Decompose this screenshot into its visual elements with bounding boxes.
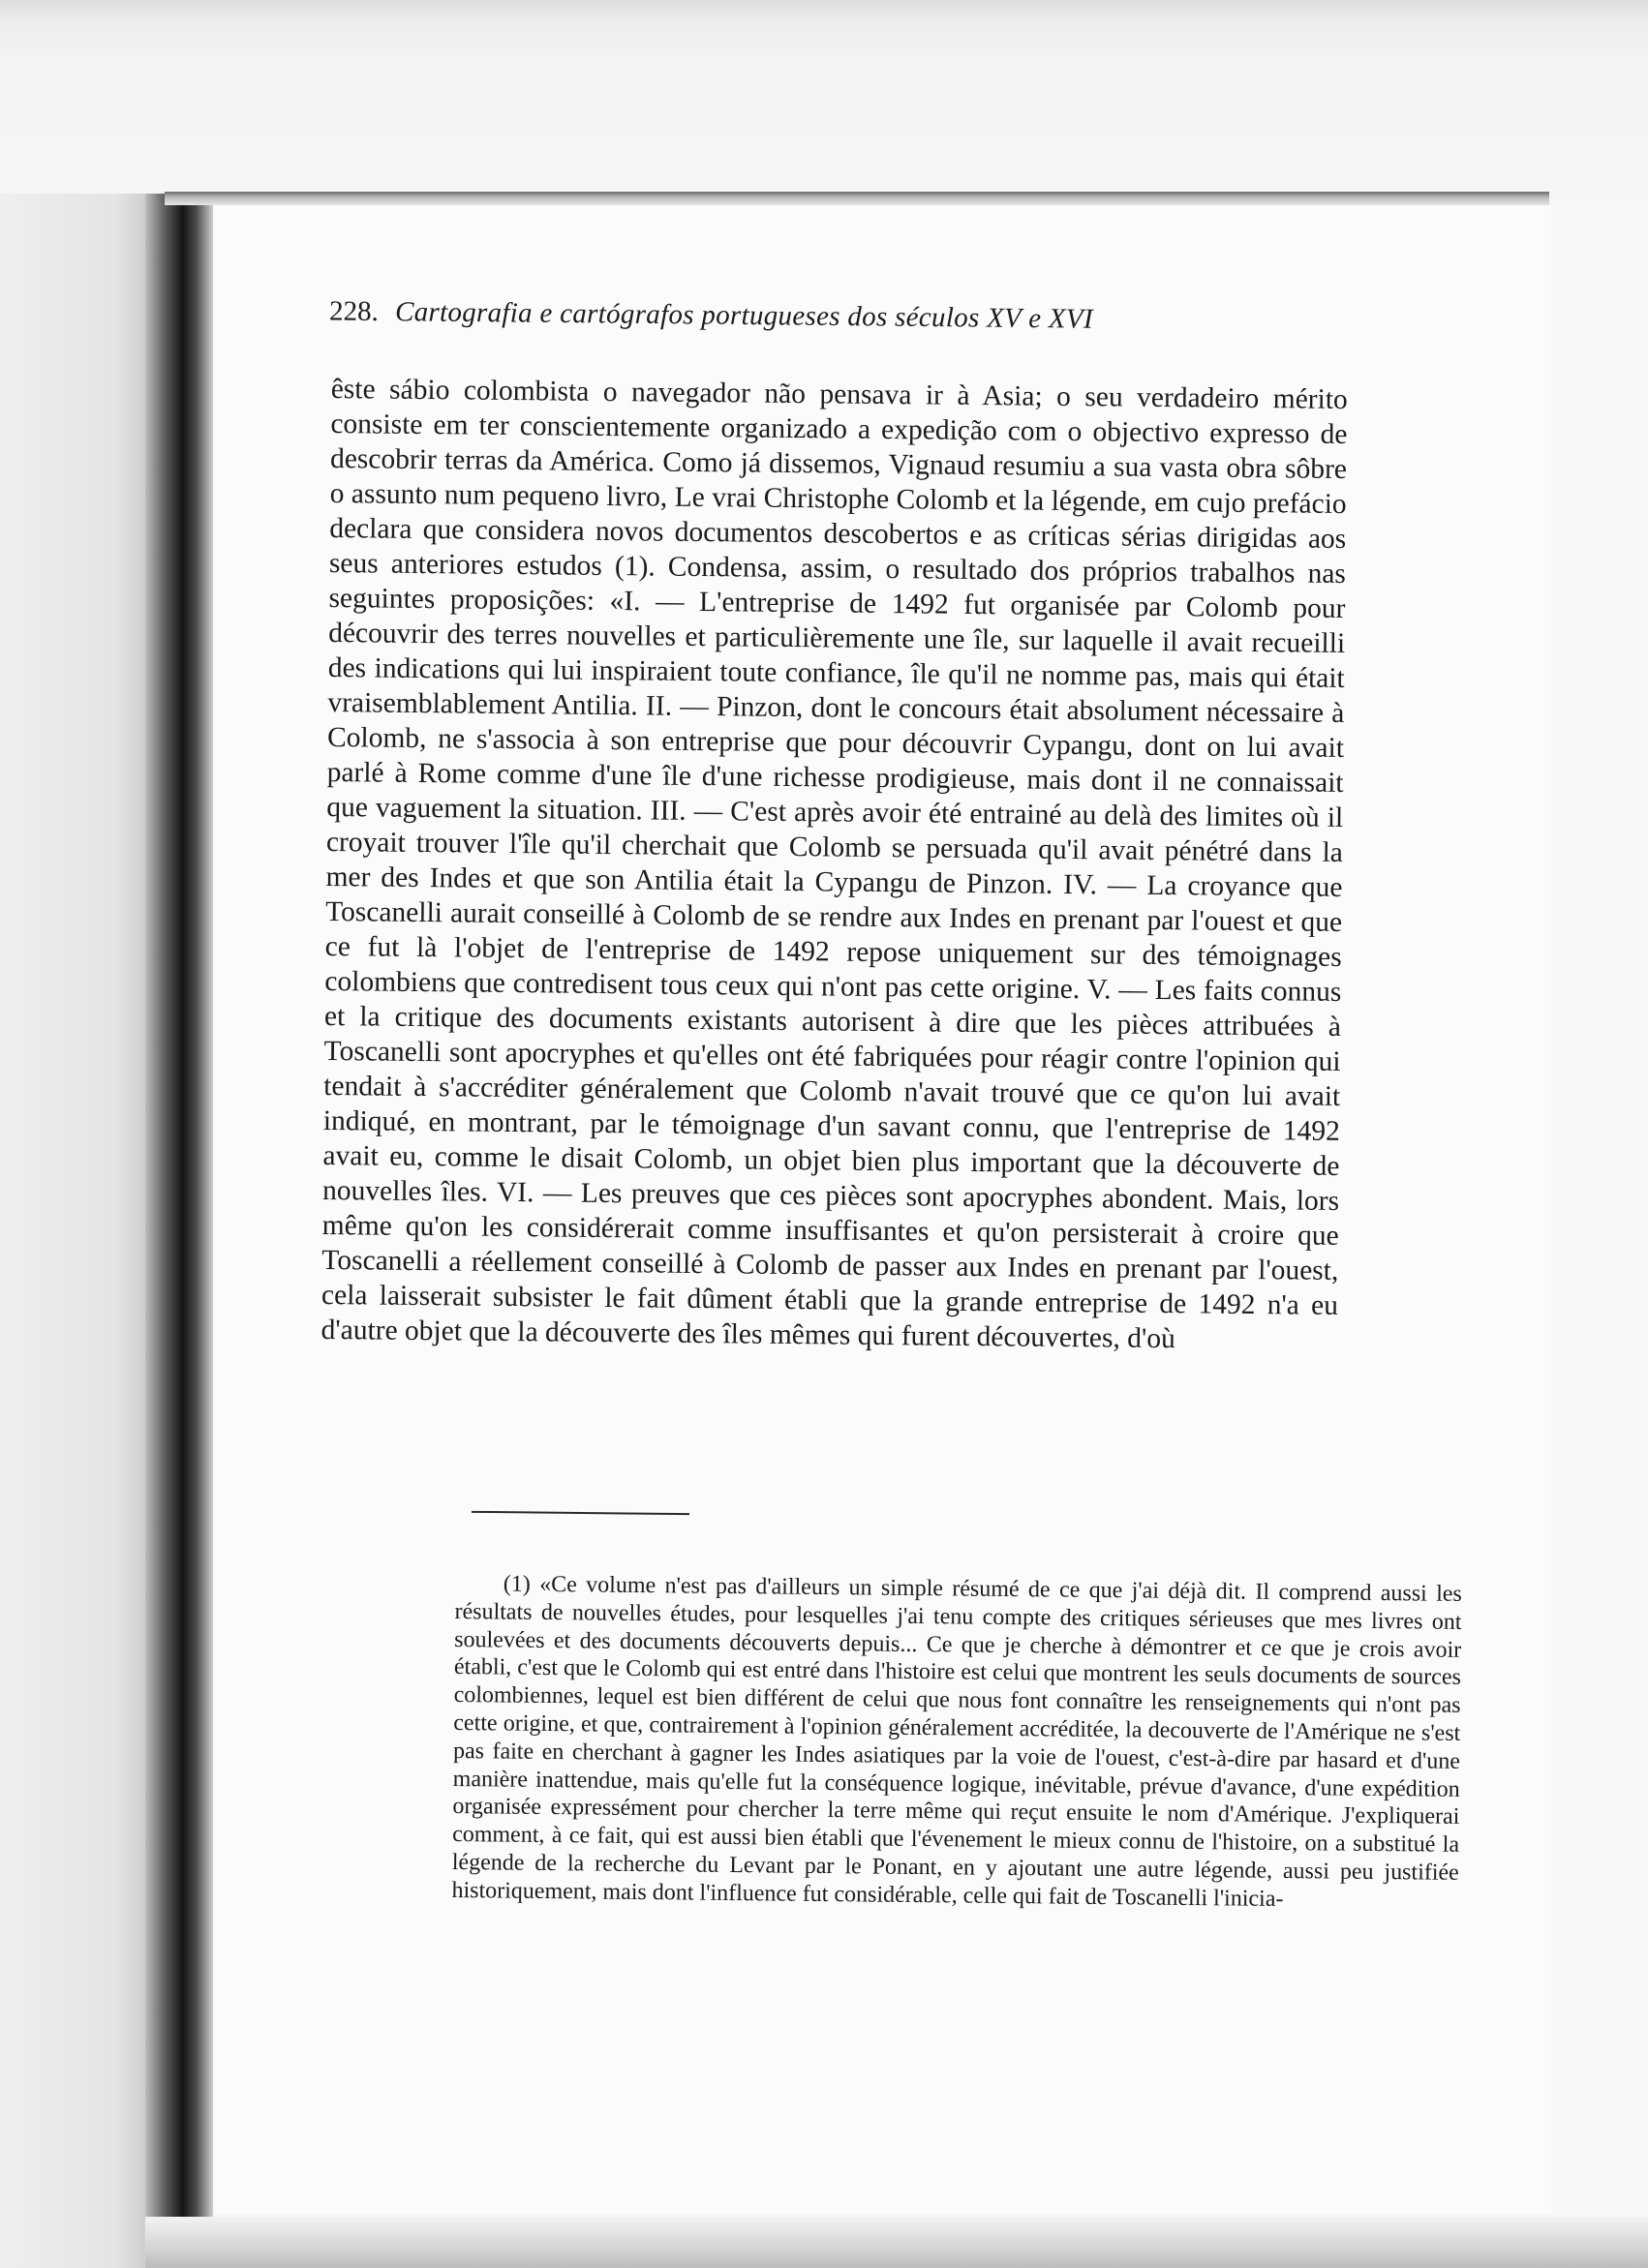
book-page [215, 205, 1551, 2214]
running-title: Cartografia e cartógrafos portugueses dos séculos XV e XVI [394, 296, 1094, 335]
footnote-text: (1) «Ce volume n'est pas d'ailleurs un simple résumé de ce que j'ai déjà dit. Il comprend aussi les résultats de nouvelles études, pour lesquelles j'ai tenu compte des critiques sérieuses que mes livres ont soulevées et des documents découverts depuis... Ce que je cherche à démontrer et ce que je crois avoir établi, c'est que le Colomb qui est entré dans l'histoire est celui que montrent les seuls documents de sources colombiennes, lequel est bien différent de celui que nous font connaître les renseignements qui n'ont pas cette origine, et que, contrairement à l'opinion généralement accréditée, la decouverte de l'Amérique ne s'est pas faite en cherchant à gagner les Indes asiatiques par la voie de l'ouest, c'est-à-dire par hasard et d'une manière inattendue, mais qu'elle fut la conséquence logique, inévitable, prévue d'avance, d'une expédition organisée expressément pour chercher la terre même qui reçut ensuite le nom d'Amérique. J'expliquerai comment, à ce fait, qui est aussi bien établi que l'évenement le mieux connu de l'histoire, on a substitué la légende de la recherche du Levant par le Ponant, en y ajoutant une autre légende, aussi peu justifiée historiquement, mais dont l'influence fut considérable, celle qui fait de Toscanelli l'inicia- [451, 1571, 1462, 1912]
page-number: 228. [328, 295, 379, 328]
scan-bottom-margin [145, 2217, 1648, 2268]
book-gutter-shadow [145, 194, 213, 2268]
scan-top-margin [0, 0, 1648, 198]
footnote-rule [472, 1511, 689, 1515]
footnote [451, 1570, 1462, 1915]
scan-left-margin [0, 194, 145, 2268]
running-header [329, 296, 1530, 341]
main-text [320, 372, 1347, 1358]
body-paragraph: êste sábio colombista o navegador não pensava ir à Asia; o seu verdadeiro mérito consiste em ter conscientemente organizado a expedição com o objectivo expresso de descobrir terras da América. Como já dissemos, Vignaud resumiu a sua vasta obra sôbre o assunto num pequeno livro, Le vrai Christophe Colomb et la légende, em cujo prefácio declara que considera novos documentos descobertos e as críticas sérias dirigidas aos seus anteriores estudos (1). Condensa, assim, o resultado dos próprios trabalhos nas seguintes proposições: «I. — L'entreprise de 1492 fut organisée par Colomb pour découvrir des terres nouvelles et particulièremente une île, sur laquelle il avait recueilli des indications qui lui inspiraient toute confiance, île qu'il ne nomme pas, mais qui était vraisemblablement Antilia. II. — Pinzon, dont le concours était absolument nécessaire à Colomb, ne s'associa à son entreprise que pour découvrir Cypangu, dont on lui avait parlé à Rome comme d'une île d'une richesse prodigieuse, mais dont il ne connaissait que vaguement la situation. III. — C'est après avoir été entrainé au delà des limites où il croyait trouver l'île qu'il cherchait que Colomb se persuada qu'il avait pénétré dans la mer des Indes et que son Antilia était la Cypangu de Pinzon. IV. — La croyance que Toscanelli aurait conseillé à Colomb de se rendre aux Indes en prenant par l'ouest et que ce fut là l'objet de l'entreprise de 1492 repose uniquement sur des témoignages colombiens que contredisent tous ceux qui n'ont pas cette origine. V. — Les faits connus et la critique des documents existants autorisent à dire que les pièces attribuées à Toscanelli sont apocryphes et qu'elles ont été fabriquées pour réagir contre l'opinion qui tendait à s'accréditer généralement que Colomb n'avait trouvé que ce qu'on lui avait indiqué, en montrant, par le témoignage d'un savant connu, que l'entreprise de 1492 avait eu, comme le disait Colomb, un objet bien plus important que la découverte de nouvelles îles. VI. — Les preuves que ces pièces sont apocryphes abondent. Mais, lors même qu'on les considérerait comme insuffisantes et qu'on persisterait à croire que Toscanelli a réellement conseillé à Colomb de passer aux Indes en prenant par l'ouest, cela laisserait subsister le fait dûment établi que la grande entreprise de 1492 n'a eu d'autre objet que la découverte des îles mêmes qui furent découvertes, d'où [320, 373, 1348, 1355]
page-top-edge [165, 192, 1549, 205]
